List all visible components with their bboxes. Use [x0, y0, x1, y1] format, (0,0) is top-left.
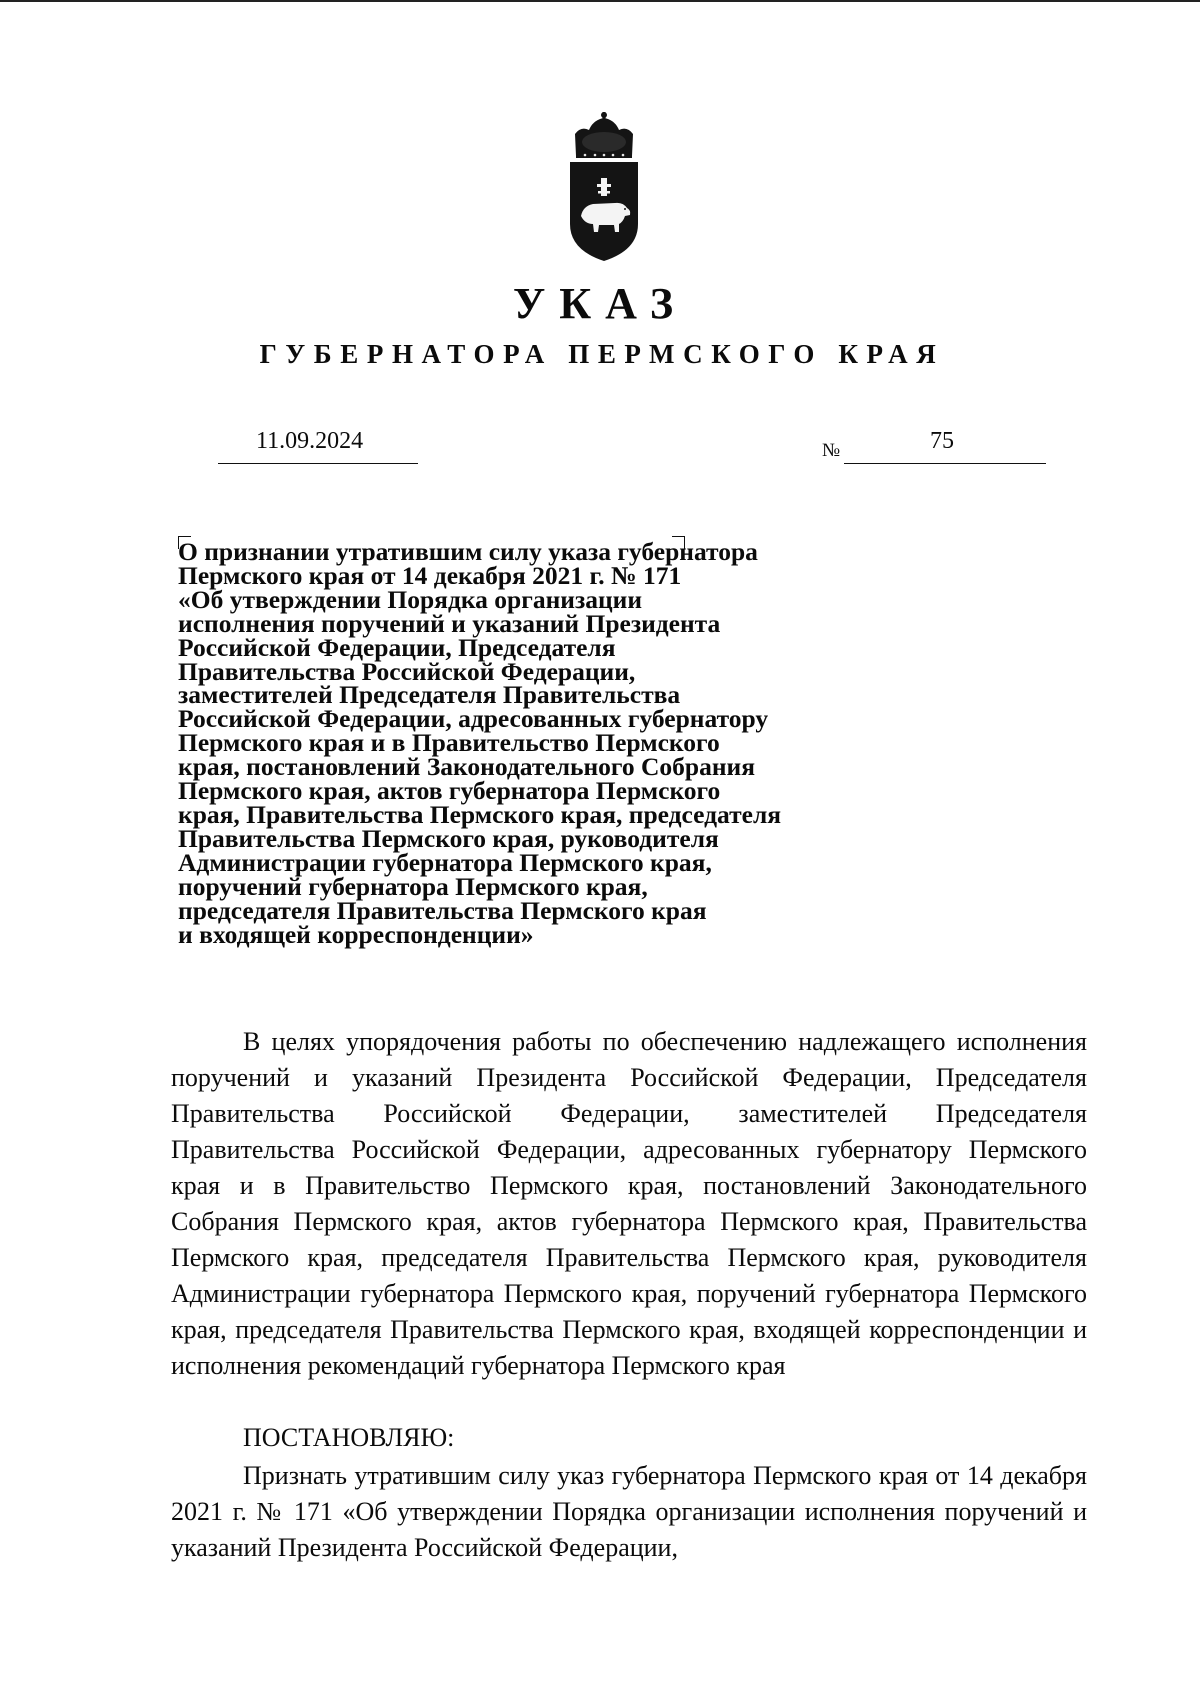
crown-icon	[575, 112, 633, 158]
document-title: УКАЗ	[512, 279, 688, 328]
heading-line: О признании утратившим силу указа губернатора	[178, 537, 758, 566]
heading-line: Администрации губернатора Пермского края,	[178, 847, 712, 877]
resolution-paragraph: Признать утратившим силу указ губернатора Пермского края от 14 декабря 2021 г. № 171 «Об утверждении Порядка организации исполнения поручений и указаний Президента Российской Федерации,	[171, 1461, 1087, 1562]
heading-line: председателя Правительства Пермского края	[178, 895, 707, 925]
heading-line: Российской Федерации, адресованных губернатору	[178, 704, 769, 734]
heading-line: Правительства Российской Федерации,	[178, 656, 636, 686]
preamble-paragraph: В целях упорядочения работы по обеспечению надлежащего исполнения поручений и указаний Президента Российской Федерации, Председателя Правительства Российской Федерации, заместителей Председателя Правительства Российской Федерации, адресованных губернатору Пермского края и в Правительство Пермского края, постановлений Законодательного Собрания Пермского края, актов губернатора Пермского края, Правительства Пермского края, председателя Правительства Пермского края, руководителя Администрации губернатора Пермского края, поручений губернатора Пермского края, председателя Правительства Пермского края, входящей корреспонденции и исполнения рекомендаций губернатора Пермского края	[171, 1027, 1087, 1380]
number-value: 75	[930, 428, 954, 454]
document-subtitle: ГУБЕРНАТОРА ПЕРМСКОГО КРАЯ	[259, 339, 945, 369]
heading-line: Пермского края и в Правительство Пермского	[178, 728, 720, 758]
heading-line: Правительства Пермского края, руководителя	[178, 823, 719, 853]
heading-line: Российской Федерации, Председателя	[178, 632, 616, 662]
perm-krai-coat-of-arms-icon	[567, 112, 641, 262]
heading-line: Пермского края от 14 декабря 2021 г. № 171	[178, 560, 682, 590]
heading-line: заместителей Председателя Правительства	[178, 680, 681, 710]
heading-line: исполнения поручений и указаний Президента	[178, 608, 721, 638]
heading-line: «Об утверждении Порядка организации	[178, 584, 643, 614]
date-value: 11.09.2024	[256, 428, 364, 454]
decree-word: ПОСТАНОВЛЯЮ:	[243, 1423, 455, 1452]
heading-line: поручений губернатора Пермского края,	[178, 871, 648, 901]
decree-heading	[178, 537, 878, 949]
heading-line: края, Правительства Пермского края, председателя	[178, 799, 782, 829]
scan-top-edge	[0, 0, 1200, 2]
number-sign: №	[822, 440, 841, 461]
date-field	[218, 424, 418, 464]
number-field	[844, 424, 1046, 464]
heading-line: края, постановлений Законодательного Собрания	[178, 752, 756, 782]
heading-line: Пермского края, актов губернатора Пермского	[178, 776, 721, 806]
heading-line: и входящей корреспонденции»	[178, 919, 534, 949]
